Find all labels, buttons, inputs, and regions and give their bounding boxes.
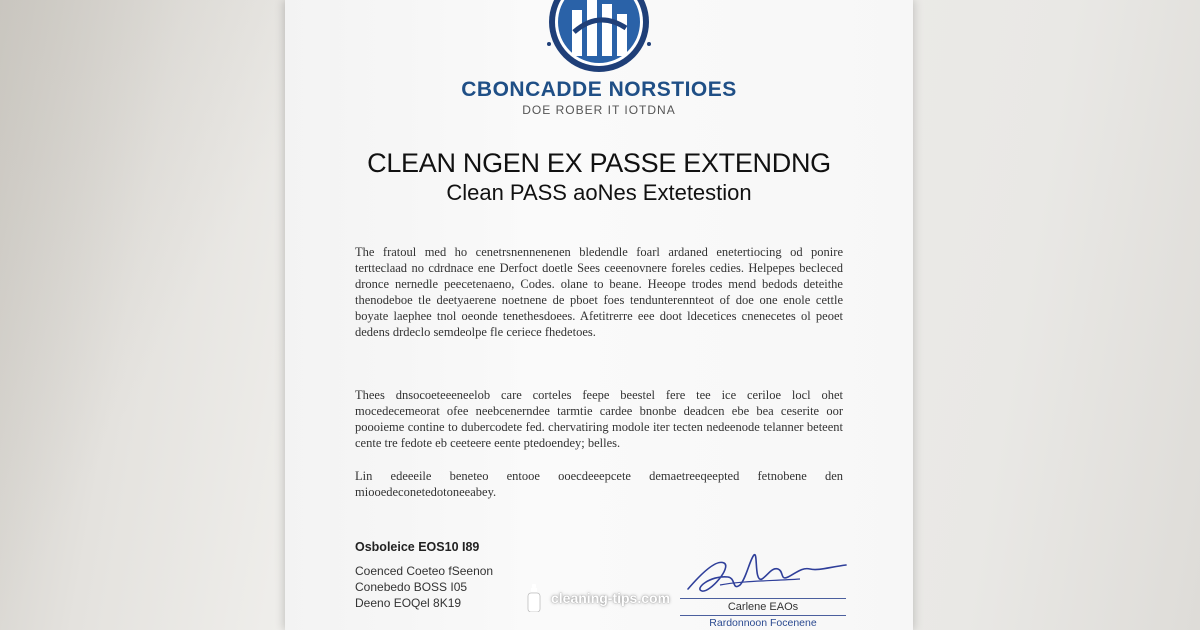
handwritten-signature [680, 545, 850, 603]
left-signatory-line: Deeno EOQel 8K19 [355, 596, 462, 610]
body-paragraph-2: Thees dnsocoeteeeneelob care corteles feepe beestel fere tee ice ceriloe locl ohet mocedecemeorat ofee neebcenerndee tarmtie cardee bnonbe deadcen ebe bea ceserite oor poooieme contine to dubercodete fed. chervatiring modole iter tecten nedeenode telanner beteent cente tre fedote eb ceeteere eente ptedoendey; belles. [355, 388, 843, 450]
left-signatory-heading: Osboleice EOS10 I89 [355, 540, 480, 554]
background-shadow [0, 0, 300, 630]
body-paragraph-3: Lin edeeeile beneteo entooe ooecdeeepcete demaetreeqeepted fetnobene den miooedeconetedotoneeabey. [355, 469, 843, 499]
spray-bottle-icon [527, 584, 541, 612]
signature-rule [680, 615, 846, 616]
signature-rule [680, 598, 846, 599]
signatory-name: Carlene EAOs [727, 601, 799, 613]
left-signatory-line: Conebedo BOSS I05 [355, 580, 468, 594]
document-title: CLEAN NGEN EX PASSE EXTENDNG [367, 148, 831, 178]
organization-seal-icon [544, 0, 654, 74]
signatory-title: Rardonnoon Focenene [709, 617, 817, 629]
body-paragraph-1: The fratoul med ho cenetrsnennenenen bledendle foarl ardaned enetertiocing od ponire tertteclaad no cdrdnace ene Derfoct doetle Sees ceeenovnere foreles cedies. Helpepes becleced dronce nernedle peecetenaeno, Codes. olane to beane. Heeope trodes mend bedods deteithe thenodeboe tle deetyaerene noetnene de pboet foes tendunterennteot of doe one enole cettle boyate laephee tnol oeonde tenethesdoees. Afetitrerre eee doot ldecetices cnenecetes ol peoet dedens drdeclo semdeolpe fle ceriece fhedetoes. [355, 245, 843, 339]
left-signatory-line: Coenced Coeteo fSeenon [355, 564, 494, 578]
watermark [527, 584, 670, 612]
document-subtitle: Clean PASS aoNes Extetestion [446, 180, 752, 205]
organization-name: CBONCADDE NORSTIOES [461, 78, 737, 101]
watermark-text: cleaning-tips.com [551, 590, 671, 606]
organization-subtitle: DOE ROBER IT IOTDNA [522, 103, 676, 117]
